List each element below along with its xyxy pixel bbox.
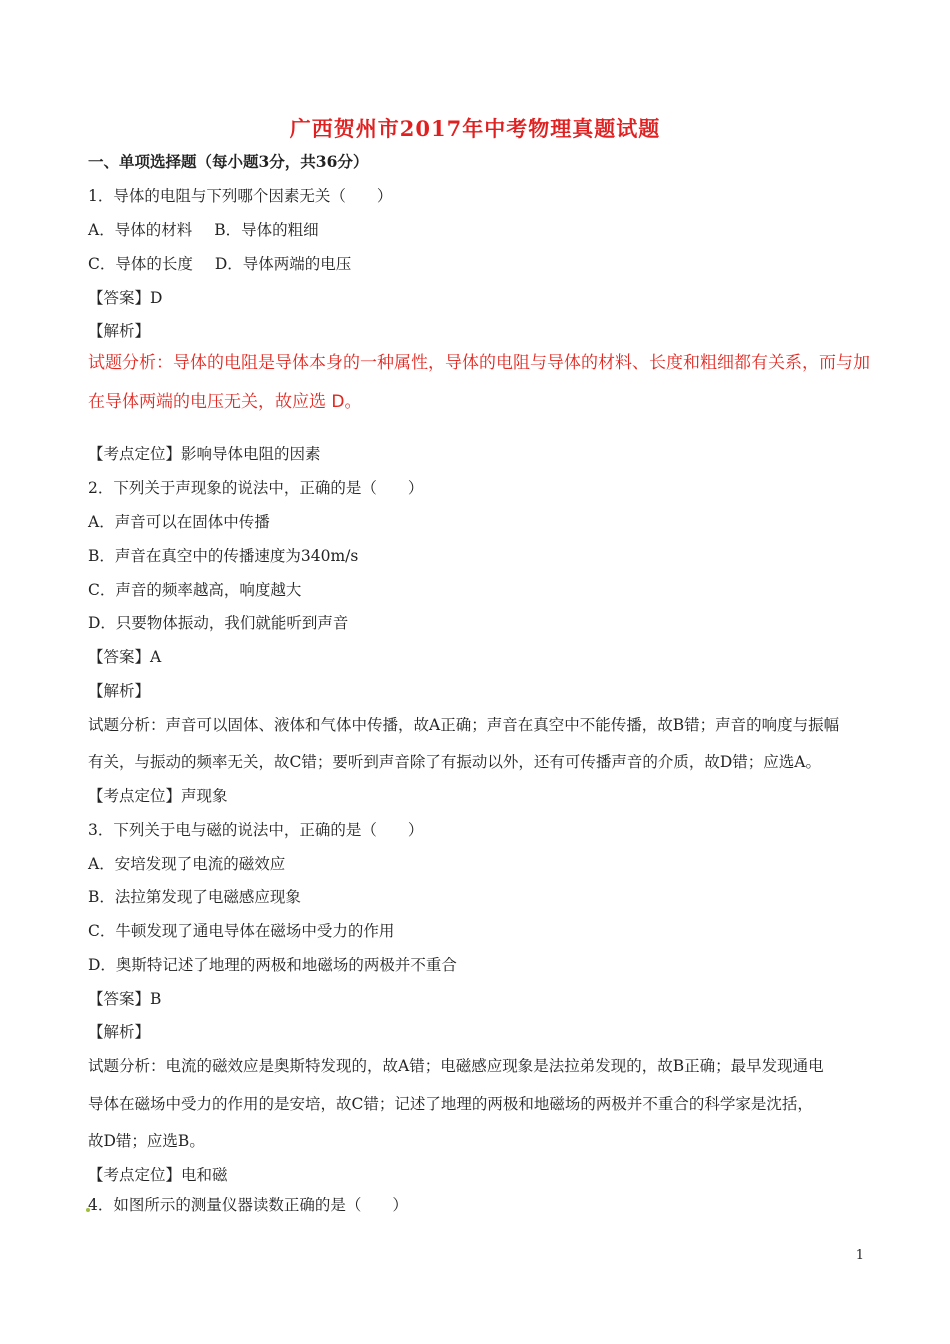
q3-knowledge-point: 【考点定位】电和磁 <box>88 1166 228 1184</box>
q3-analysis-label: 【解析】 <box>88 1023 151 1041</box>
page-number: 1 <box>855 1248 864 1263</box>
q2-analysis-line1: 试题分析：声音可以固体、液体和气体中传播，故A正确；声音在真空中不能传播，故B错；声音的响度与振幅 <box>88 716 840 734</box>
q3-analysis-line3: 故D错；应选B。 <box>88 1132 205 1150</box>
q3-answer: 【答案】B <box>88 990 162 1008</box>
q3-option-c: C．牛顿发现了通电导体在磁场中受力的作用 <box>88 922 395 940</box>
q1-option-c: C．导体的长度 <box>88 255 193 273</box>
q2-stem: 2．下列关于声现象的说法中，正确的是（ ） <box>88 479 424 497</box>
q1-analysis-line2: 在导体两端的电压无关，故应选 D。 <box>88 392 362 412</box>
q2-option-a: A．声音可以在固体中传播 <box>88 513 270 531</box>
q3-option-b: B．法拉第发现了电磁感应现象 <box>88 888 301 906</box>
page-title: 广西贺州市2017年中考物理真题试题 <box>289 116 661 141</box>
q1-option-d: D．导体两端的电压 <box>214 255 352 273</box>
q2-answer: 【答案】A <box>88 648 162 666</box>
q3-analysis-line2: 导体在磁场中受力的作用的是安培，故C错；记述了地理的两极和地磁场的两极并不重合的科学家是沈括， <box>88 1095 813 1113</box>
q2-knowledge-point: 【考点定位】声现象 <box>88 787 228 805</box>
q3-option-a: A．安培发现了电流的磁效应 <box>88 855 286 873</box>
q1-stem: 1．导体的电阻与下列哪个因素无关（ ） <box>88 187 393 205</box>
q1-analysis-label: 【解析】 <box>88 322 151 340</box>
q1-answer: 【答案】D <box>88 289 163 307</box>
q2-analysis-line2: 有关，与振动的频率无关，故C错；要听到声音除了有振动以外，还有可传播声音的介质，故D错；应选A。 <box>88 753 821 771</box>
q2-analysis-label: 【解析】 <box>88 682 151 700</box>
q2-option-b: B．声音在真空中的传播速度为340m/s <box>88 547 359 565</box>
q1-options-cd <box>88 254 351 274</box>
q2-option-c: C．声音的频率越高，响度越大 <box>88 581 302 599</box>
section-heading: 一、单项选择题（每小题3分，共36分） <box>88 152 369 171</box>
q1-analysis-line1: 试题分析：导体的电阻是导体本身的一种属性，导体的电阻与导体的材料、长度和粗细都有关系，而与加 <box>88 353 870 373</box>
q2-option-d: D．只要物体振动，我们就能听到声音 <box>88 614 349 632</box>
q3-analysis-line1: 试题分析：电流的磁效应是奥斯特发现的，故A错；电磁感应现象是法拉弟发现的，故B正确；最早发现通电 <box>88 1057 824 1075</box>
q1-knowledge-point: 【考点定位】影响导体电阻的因素 <box>88 445 321 463</box>
q3-option-d: D．奥斯特记述了地理的两极和地磁场的两极并不重合 <box>88 956 457 974</box>
q1-option-a: A．导体的材料 <box>88 221 193 239</box>
q1-option-b: B．导体的粗细 <box>214 221 319 239</box>
q4-stem: 4．如图所示的测量仪器读数正确的是（ ） <box>88 1196 408 1214</box>
q1-options-ab <box>88 220 319 240</box>
q3-stem: 3．下列关于电与磁的说法中，正确的是（ ） <box>88 821 424 839</box>
